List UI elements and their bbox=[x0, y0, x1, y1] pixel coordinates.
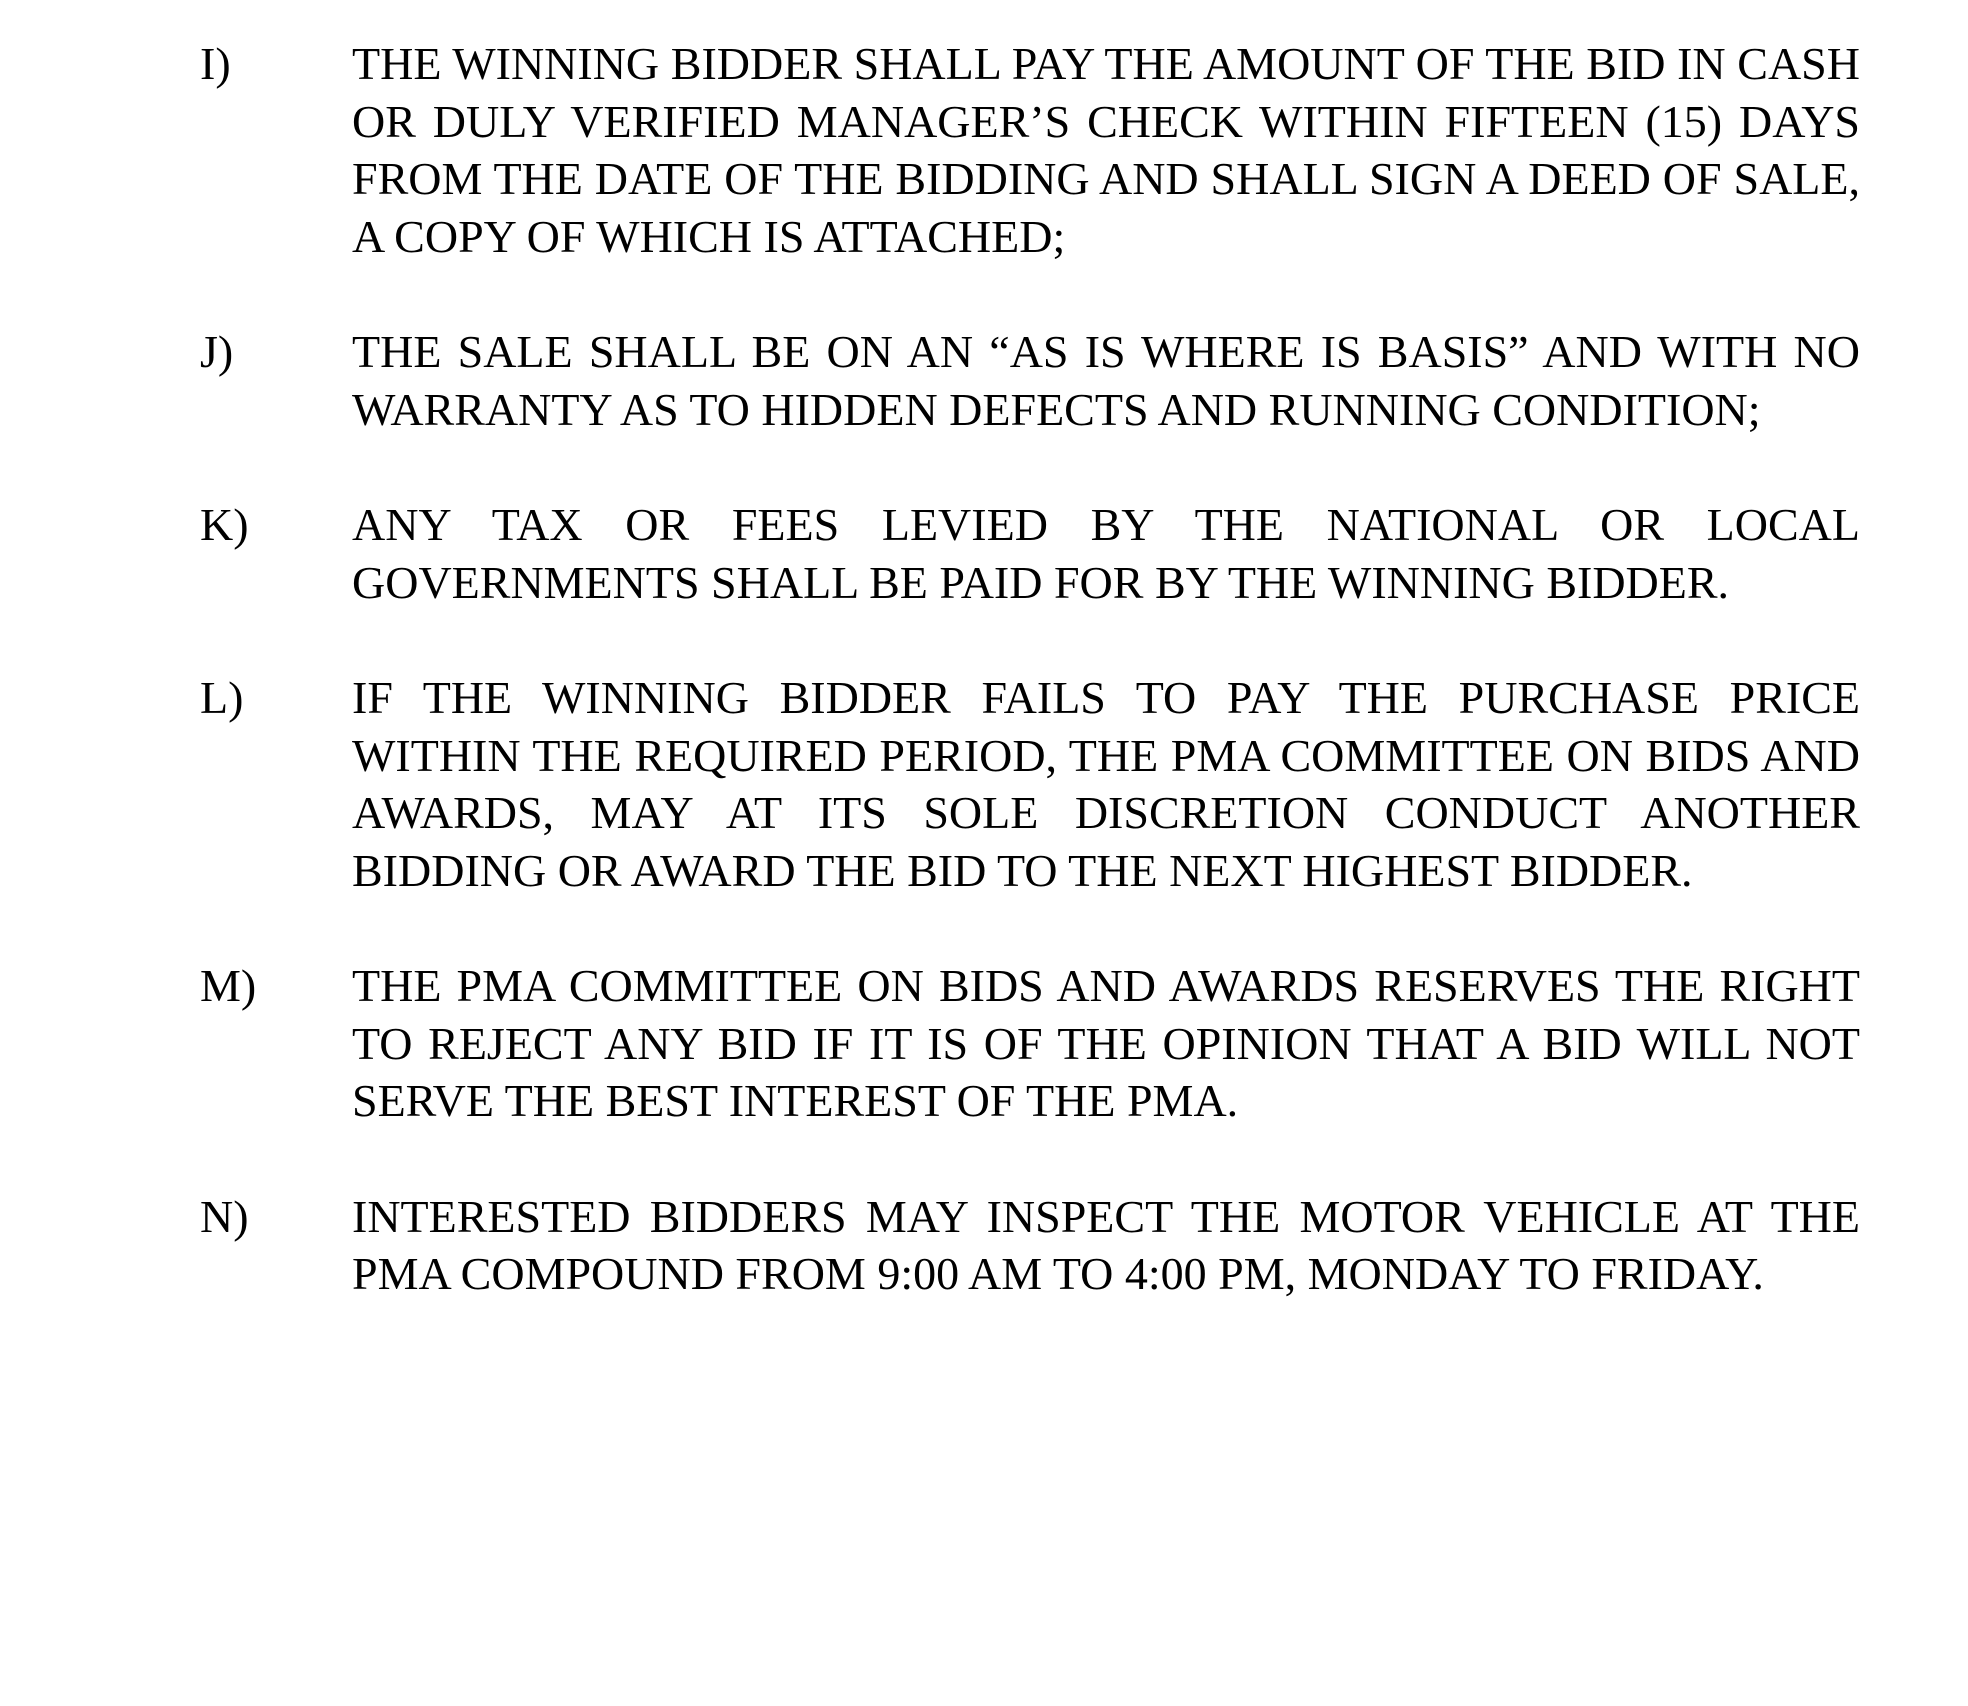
clause-letter: N) bbox=[200, 1190, 249, 1242]
clause-text: ANY TAX OR FEES LEVIED BY THE NATIONAL OR LOCAL GOVERNMENTS SHALL BE PAID FOR BY THE WINNING BIDDER. bbox=[352, 499, 1860, 608]
clause-l bbox=[200, 669, 1860, 899]
clause-i bbox=[200, 35, 1860, 265]
clause-letter: I) bbox=[200, 38, 231, 89]
clause-text: THE PMA COMMITTEE ON BIDS AND AWARDS RESERVES THE RIGHT TO REJECT ANY BID IF IT IS OF THE OPINION THAT A BID WILL NOT SERVE THE BEST INTEREST OF THE PMA. bbox=[352, 960, 1860, 1126]
clause-text: THE SALE SHALL BE ON AN “AS IS WHERE IS BASIS” AND WITH NO WARRANTY AS TO HIDDEN DEFECTS AND RUNNING CONDITION; bbox=[352, 326, 1860, 435]
clause-letter: J) bbox=[200, 326, 234, 377]
clause-k bbox=[200, 496, 1860, 611]
clause-list bbox=[200, 35, 1860, 1303]
clause-text: THE WINNING BIDDER SHALL PAY THE AMOUNT OF THE BID IN CASH OR DULY VERIFIED MANAGER’S CHECK WITHIN FIFTEEN (15) DAYS FROM THE DATE OF THE BIDDING AND SHALL SIGN A DEED OF SALE, A COPY OF WHICH IS ATTACHED; bbox=[352, 38, 1860, 262]
clause-letter: L) bbox=[200, 672, 244, 723]
clause-n bbox=[200, 1188, 1860, 1303]
clause-j bbox=[200, 323, 1860, 438]
clause-letter: M) bbox=[200, 960, 257, 1011]
clause-text: INTERESTED BIDDERS MAY INSPECT THE MOTOR VEHICLE AT THE PMA COMPOUND FROM 9:00 AM TO 4:00 PM, MONDAY TO FRIDAY. bbox=[352, 1190, 1860, 1299]
clause-letter: K) bbox=[200, 499, 249, 550]
clause-m bbox=[200, 957, 1860, 1130]
clause-text: IF THE WINNING BIDDER FAILS TO PAY THE PURCHASE PRICE WITHIN THE REQUIRED PERIOD, THE PMA COMMITTEE ON BIDS AND AWARDS, MAY AT ITS SOLE DISCRETION CONDUCT ANOTHER BIDDING OR AWARD THE BID TO THE NEXT HIGHEST BIDDER. bbox=[352, 672, 1860, 896]
